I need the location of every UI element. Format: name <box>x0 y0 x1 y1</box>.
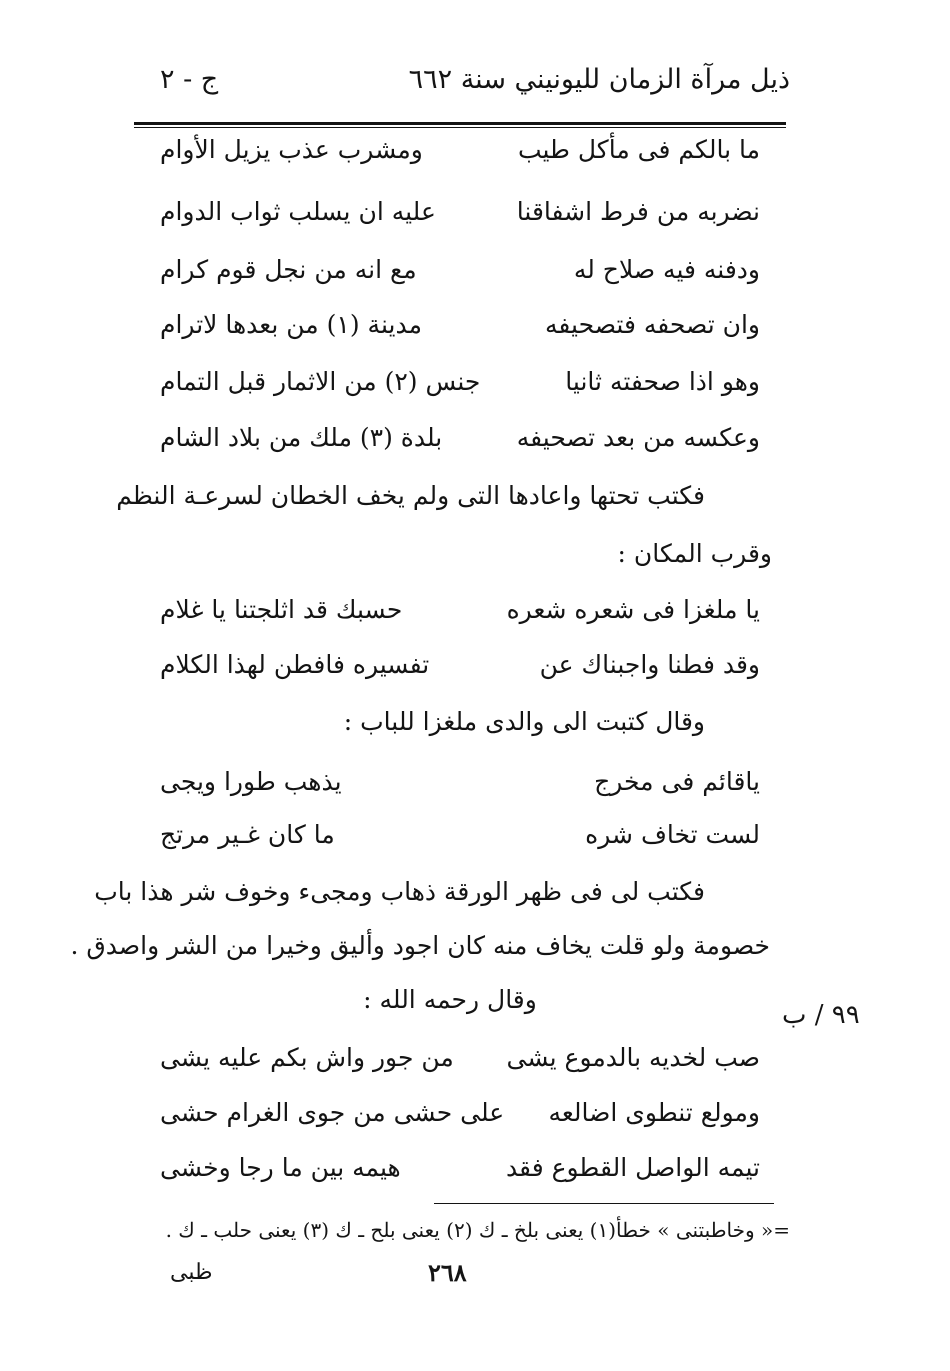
hemistich-left: ما كان غـير مرتج <box>160 820 335 849</box>
hemistich-left: حسبك قد اثلجتنا يا غلام <box>160 595 403 624</box>
verse-line <box>160 590 760 630</box>
verse-intro: وقال كتبت الى والدى ملغزا للباب : <box>343 707 705 736</box>
manuscript-folio-note: ٩٩ / ب <box>782 1000 860 1030</box>
prose-line: وقرب المكان : <box>617 539 772 568</box>
hemistich-right: ومولع تنطوى اضالعه <box>548 1098 760 1127</box>
prose-line: فكتب تحتها واعادها التى ولم يخف الخطان لسرعـة النظم <box>116 481 705 510</box>
hemistich-right: ما بالكم فى مأكل طيب <box>517 135 760 164</box>
hemistich-left: عليه ان يسلب ثواب الدوام <box>160 197 436 226</box>
footnote-rule <box>434 1203 774 1204</box>
header-rule <box>134 122 786 128</box>
hemistich-right: ياقائم فى مخرج <box>594 767 760 796</box>
hemistich-left: مدينة (١) من بعدها لاترام <box>160 310 422 339</box>
hemistich-left: بلدة (٣) ملك من بلاد الشام <box>160 423 443 452</box>
hemistich-left: مع انه من نجل قوم كرام <box>160 255 417 284</box>
verse-line <box>160 1093 760 1133</box>
hemistich-left: جنس (٢) من الاثمار قبل التمام <box>160 367 481 396</box>
volume-label: ج - ٢ <box>160 64 219 95</box>
footnote: =« وخاطبتنى » خطأ(١) يعنى بلخ ـ ك (٢) يعنى بلح ـ ك (٣) يعنى حلب ـ ك . <box>165 1218 790 1242</box>
verse-line <box>160 362 760 402</box>
verse-intro: وقال رحمه الله : <box>363 985 537 1014</box>
verse-line <box>160 250 760 290</box>
verse-line <box>160 1038 760 1078</box>
hemistich-right: يا ملغزا فى شعره شعره <box>506 595 760 624</box>
hemistich-left: من جور واش بكم عليه يشى <box>160 1043 454 1072</box>
hemistich-left: على حشى من جوى الغرام حشى <box>160 1098 505 1127</box>
hemistich-right: وعكسه من بعد تصحيفه <box>516 423 760 452</box>
hemistich-left: ومشرب عذب يزيل الأوام <box>160 135 423 164</box>
hemistich-right: وان تصحفه فتصحيفه <box>544 310 760 339</box>
hemistich-left: تفسيره فافطن لهذا الكلام <box>160 650 430 679</box>
hemistich-right: وقد فطنا واجبناك عن <box>539 650 760 679</box>
page-header <box>130 64 790 104</box>
prose-line: فكتب لى فى ظهر الورقة ذهاب ومجىء وخوف شر هذا باب <box>94 877 705 906</box>
hemistich-left: يذهب طورا ويجى <box>160 767 342 796</box>
prose-line: خصومة ولو قلت يخاف منه كان اجود وأليق وخيرا من الشر واصدق . <box>70 931 770 960</box>
hemistich-left: هيمه بين ما رجا وخشى <box>160 1153 401 1182</box>
running-title: ذيل مرآة الزمان لليونيني سنة ٦٦٢ <box>408 64 790 95</box>
page-number: ٢٦٨ <box>428 1258 467 1287</box>
verse-line <box>160 130 760 170</box>
footnote-continuation: ظبى <box>170 1260 213 1285</box>
verse-line <box>160 762 760 802</box>
verse-line <box>160 815 760 855</box>
hemistich-right: تيمه الواصل القطوع فقد <box>505 1153 760 1182</box>
hemistich-right: صب لخديه بالدموع يشى <box>506 1043 760 1072</box>
hemistich-right: ودفنه فيه صلاح له <box>573 255 760 284</box>
verse-line <box>160 1148 760 1188</box>
verse-line <box>160 305 760 345</box>
hemistich-right: وهو اذا صحفته ثانيا <box>565 367 760 396</box>
verse-line <box>160 645 760 685</box>
hemistich-right: لست تخاف شره <box>585 820 760 849</box>
verse-line <box>160 418 760 458</box>
hemistich-right: نضربه من فرط اشفاقنا <box>516 197 760 226</box>
verse-line <box>160 192 760 232</box>
